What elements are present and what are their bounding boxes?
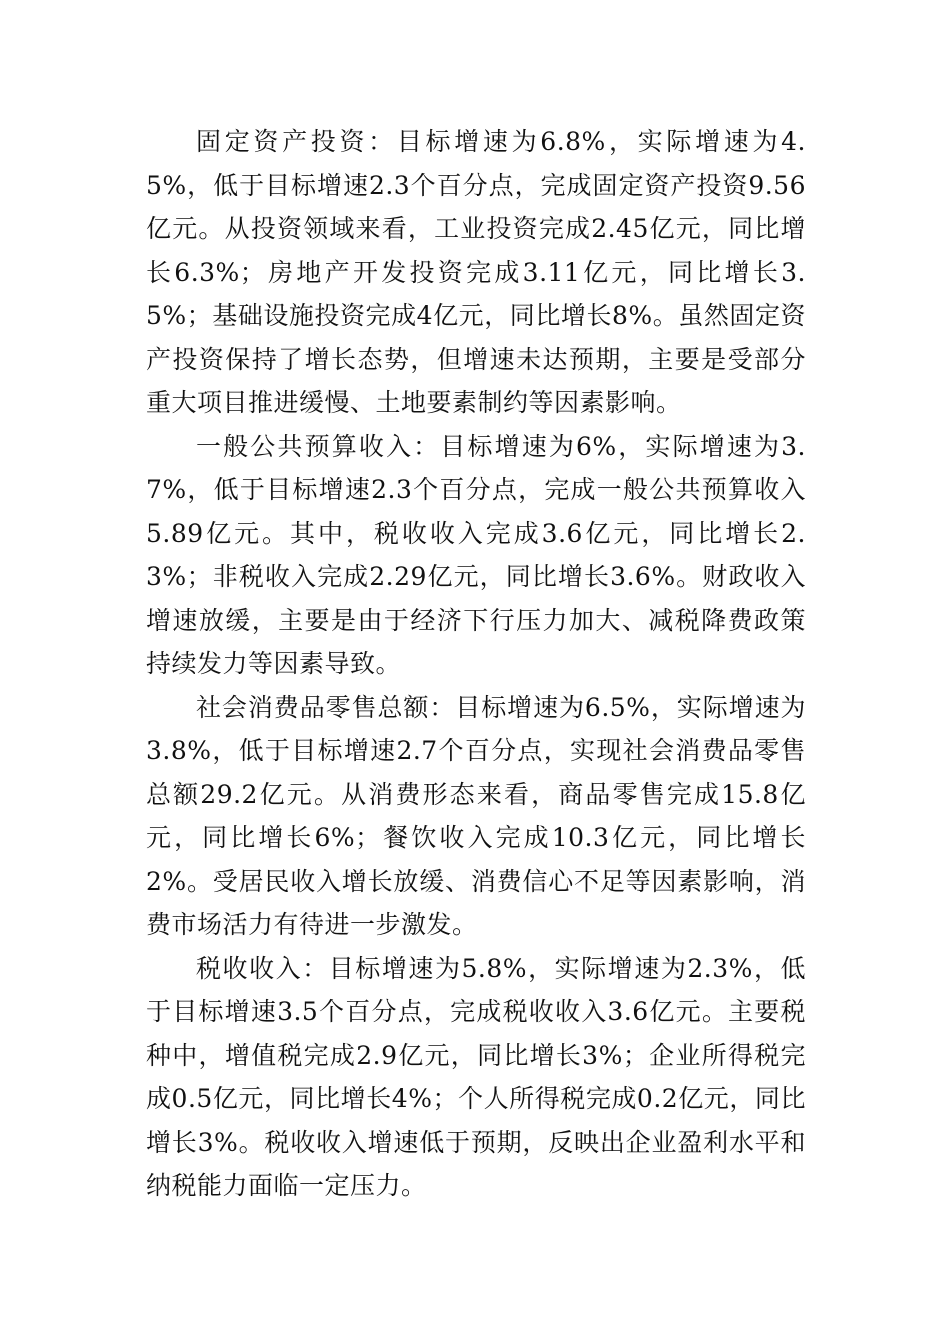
paragraph-retail-sales-consumer-goods: 社会消费品零售总额：目标增速为6.5%，实际增速为3.8%，低于目标增速2.7个百分点，实现社会消费品零售总额29.2亿元。从消费形态来看，商品零售完成15.8亿元，同比增长6%；餐饮收入完成10.3亿元，同比增长2%。受居民收入增长放缓、消费信心不足等因素影响，消费市场活力有待进一步激发。 [146, 692, 806, 939]
paragraph-tax-revenue: 税收收入：目标增速为5.8%，实际增速为2.3%，低于目标增速3.5个百分点，完成税收收入3.6亿元。主要税种中，增值税完成2.9亿元，同比增长3%；企业所得税完成0.5亿元，同比增长4%；个人所得税完成0.2亿元，同比增长3%。税收收入增速低于预期，反映出企业盈利水平和纳税能力面临一定压力。 [146, 953, 806, 1200]
document-body [146, 120, 806, 1208]
paragraph-general-public-budget-revenue: 一般公共预算收入：目标增速为6%，实际增速为3.7%，低于目标增速2.3个百分点，完成一般公共预算收入5.89亿元。其中，税收收入完成3.6亿元，同比增长2.3%；非税收入完成2.29亿元，同比增长3.6%。财政收入增速放缓，主要是由于经济下行压力加大、减税降费政策持续发力等因素导致。 [146, 431, 806, 678]
paragraph-fixed-asset-investment: 固定资产投资：目标增速为6.8%，实际增速为4.5%，低于目标增速2.3个百分点，完成固定资产投资9.56亿元。从投资领域来看，工业投资完成2.45亿元，同比增长6.3%；房地产开发投资完成3.11亿元，同比增长3.5%；基础设施投资完成4亿元，同比增长8%。虽然固定资产投资保持了增长态势，但增速未达预期，主要是受部分重大项目推进缓慢、土地要素制约等因素影响。 [146, 127, 806, 417]
